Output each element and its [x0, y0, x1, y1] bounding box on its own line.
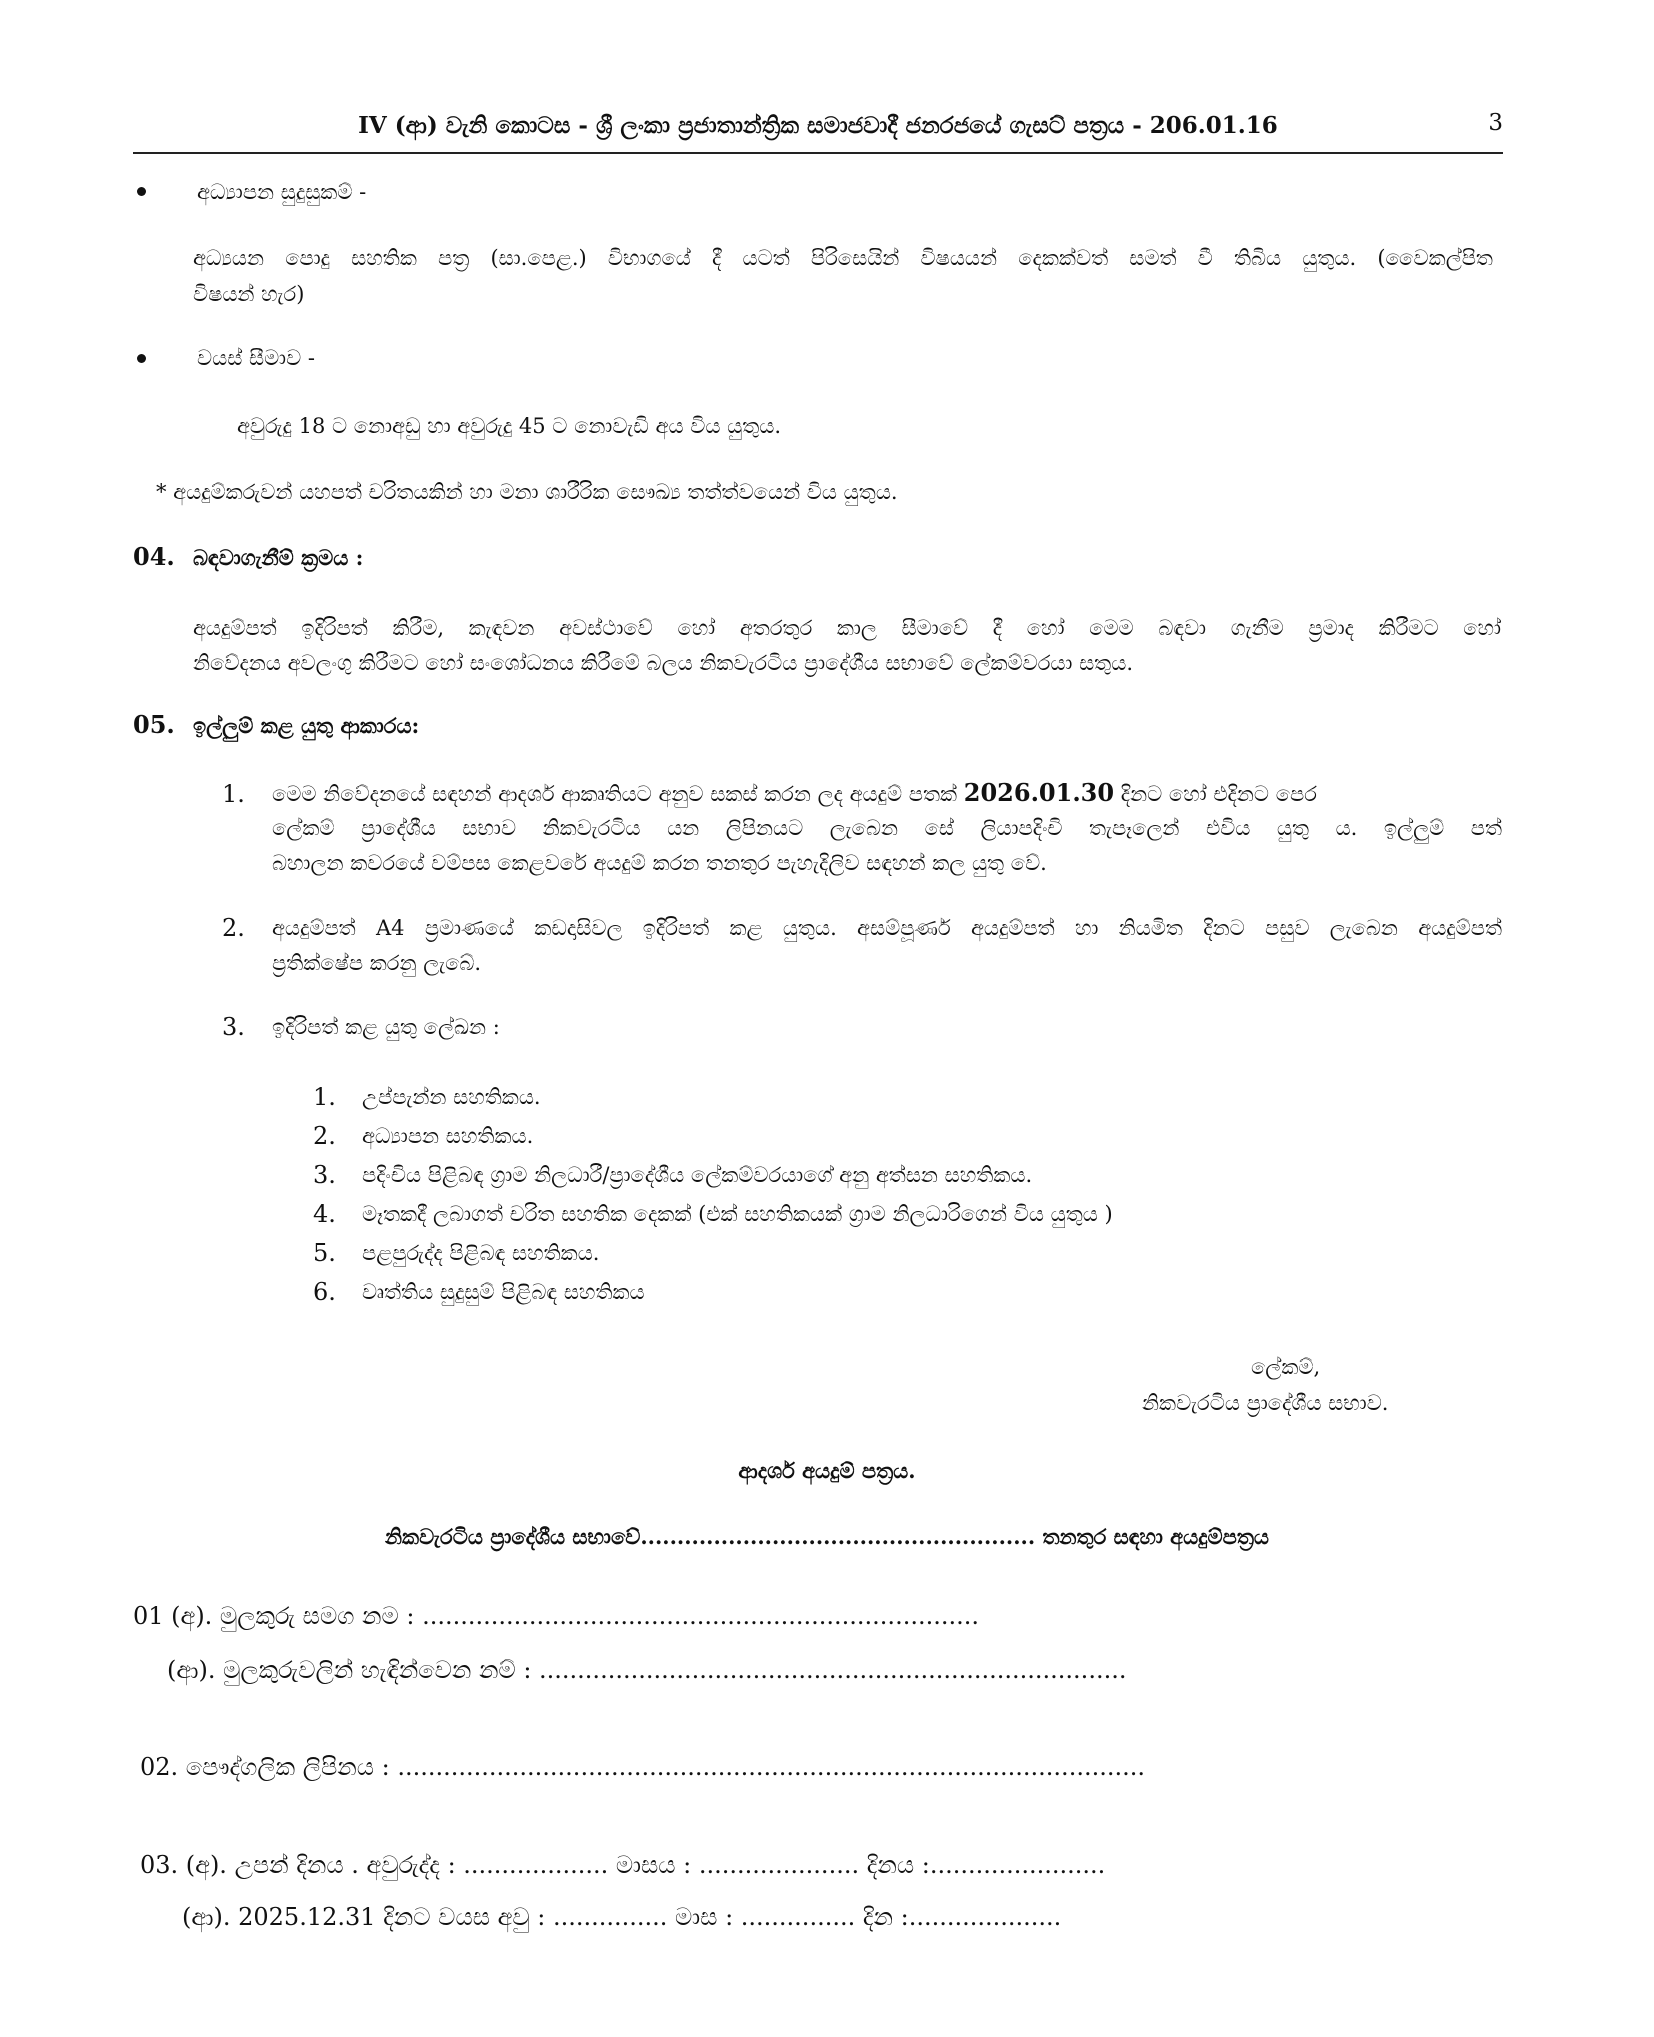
- field-date-of-birth: 03. (අ). උපන් දිනය . අවුරුද්ද : ................... මාසය : ..................... දිනය :.......................: [140, 1851, 1106, 1879]
- item-2-line2: ප්‍රතික්ෂේප කරනු ලැබේ.: [272, 951, 482, 975]
- age-label: වයස් සීමාව -: [197, 346, 315, 370]
- section-05-heading: ඉල්ලුම් කළ යුතු ආකාරය:: [193, 713, 420, 738]
- item-1-line1-text: මෙම නිවේදනයේ සඳහන් ආදර්ශ ආකෘතියට අනුව සකස් කරන ලද අයදුම් පතක්: [272, 782, 958, 806]
- document-number: 5.: [313, 1239, 336, 1267]
- item-1-line3: බහාලන කවරයේ වම්පස කෙළවරේ අයදුම් කරන තනතුර පැහැදිලිව සඳහන් කල යුතු වේ.: [272, 851, 1047, 875]
- page-header: [133, 108, 1503, 154]
- field-personal-address: 02. පෞද්ගලික ලිපිනය : ..................................................................................................: [140, 1753, 1145, 1781]
- closing-date: 2026.01.30: [963, 778, 1115, 807]
- form-subtitle: නිකවැරටිය ප්‍රාදේශීය සභාවේ...................................................... තනතුර සඳහා අයදුම්පත්‍රය: [384, 1524, 1269, 1549]
- education-label: අධ්‍යාපන සුදුසුකම් -: [197, 180, 367, 204]
- item-number: 1.: [222, 780, 245, 808]
- document-number: 1.: [313, 1083, 336, 1111]
- document-number: 6.: [313, 1278, 336, 1306]
- item-number: 2.: [222, 914, 245, 942]
- section-04-line2: නිවේදනය අවලංගු කිරීමට හෝ සංශෝධනය කිරීමේ බලය නිකවැරටිය ප්‍රාදේශීය සභාවේ ලේකම්වරයා සතුය.: [193, 651, 1134, 675]
- section-04-heading: බඳවාගැනීම් ක්‍රමය :: [193, 545, 364, 570]
- document-number: 2.: [313, 1122, 336, 1150]
- section-05-number: 05.: [133, 710, 175, 739]
- document-item: පදිංචිය පිළිබඳ ග්‍රාම නිලධාරී/ප්‍රාදේශීය ලේකම්වරයාගේ අනු අත්සන සහතිකය.: [362, 1163, 1033, 1187]
- page-number: 3: [1488, 110, 1503, 136]
- item-2-line1: අයදුම්පත් A4 ප්‍රමාණයේ කඩදාසිවල ඉදිරිපත් කළ යුතුය. අසම්පූර්ණ අයදුම්පත් හා නියමිත දිනට පසුව ලැබෙන අයදුම්පත්: [272, 916, 1502, 940]
- bullet-icon: [137, 354, 146, 363]
- applicant-note: * අයදුම්කරුවන් යහපත් චරිතයකින් හා මනා ශාරීරික සෞඛ්‍ය තත්ත්වයෙන් විය යුතුය.: [156, 480, 898, 504]
- signature-office: නිකවැරටිය ප්‍රාදේශීය සභාව.: [1142, 1391, 1389, 1415]
- bullet-icon: [137, 187, 146, 196]
- document-item: උප්පැන්න සහතිකය.: [362, 1085, 541, 1109]
- item-1-line1: [272, 779, 1317, 808]
- section-04-line1: අයදුම්පත් ඉදිරිපත් කිරීම, කැඳවන අවස්ථාවේ හෝ අතරතුර කාල සීමාවේ දී හෝ මෙම බඳවා ගැනීම ප්‍රමාද කිරීමට හෝ: [193, 616, 1501, 640]
- item-number: 3.: [222, 1013, 245, 1041]
- item-1-line2: ලේකම් ප්‍රාදේශීය සභාව නිකවැරටිය යන ලිපිනයට ලැබෙන සේ ලියාපදිංචි තැපෑලෙන් එවිය යුතු ය. ඉල්ලුම් පත්: [272, 816, 1502, 840]
- item-1-line1-tail: දිනට හෝ එදිනට පෙර: [1120, 782, 1317, 806]
- field-name-with-initials: 01 (අ). මුලකුරු සමග නම : .........................................................................: [133, 1602, 979, 1630]
- form-title: ආදර්ශ අයදුම් පත්‍රය.: [738, 1458, 916, 1483]
- document-item: මෑතකදී ලබාගත් චරිත සහතික දෙකක් (එක් සහතිකයක් ග්‍රාම නිලධාරිගෙන් විය යුතුය ): [362, 1202, 1113, 1226]
- document-number: 4.: [313, 1200, 336, 1228]
- item-3-line1: ඉදිරිපත් කළ යුතු ලේඛන :: [272, 1015, 500, 1039]
- document-number: 3.: [313, 1161, 336, 1189]
- field-name-by-initials: (ආ). මුලකුරුවලින් හැඳින්වෙන නම් : .............................................................................: [167, 1656, 1127, 1684]
- education-text-line2: විෂයන් හැර): [193, 282, 305, 306]
- signature-title: ලේකම්,: [1251, 1355, 1321, 1379]
- field-age-as-of-date: (ආ). 2025.12.31 දිනට වයස අවු : ............... මාස : ............... දින :....................: [182, 1903, 1062, 1931]
- gazette-title: IV (ආ) වැනි කොටස - ශ්‍රී ලංකා ප්‍රජාතාන්ත්‍රික සමාජවාදී ජනරජයේ ගැසට් පත්‍රය - 206.01.16: [358, 112, 1278, 139]
- document-item: වෘත්තිය සුදුසුම් පිළිබඳ සහතිකය: [362, 1280, 645, 1304]
- section-04-number: 04.: [133, 542, 175, 571]
- document-item: අධ්‍යාපන සහතිකය.: [362, 1124, 534, 1148]
- age-text: අවුරුදු 18 ට නොඅඩු හා අවුරුදු 45 ට නොවැඩි අය විය යුතුය.: [237, 414, 782, 438]
- document-item: පළපුරුද්ද පිළිබඳ සහතිකය.: [362, 1241, 600, 1265]
- education-text-line1: අධ්‍යයන පොදු සහතික පත්‍ර (සා.පෙළ.) විභාගයේ දී යටත් පිරිසෙයින් විෂයයන් දෙකක්වත් සමත් වී තිබිය යුතුය. (වෛකල්පිත: [193, 246, 1493, 270]
